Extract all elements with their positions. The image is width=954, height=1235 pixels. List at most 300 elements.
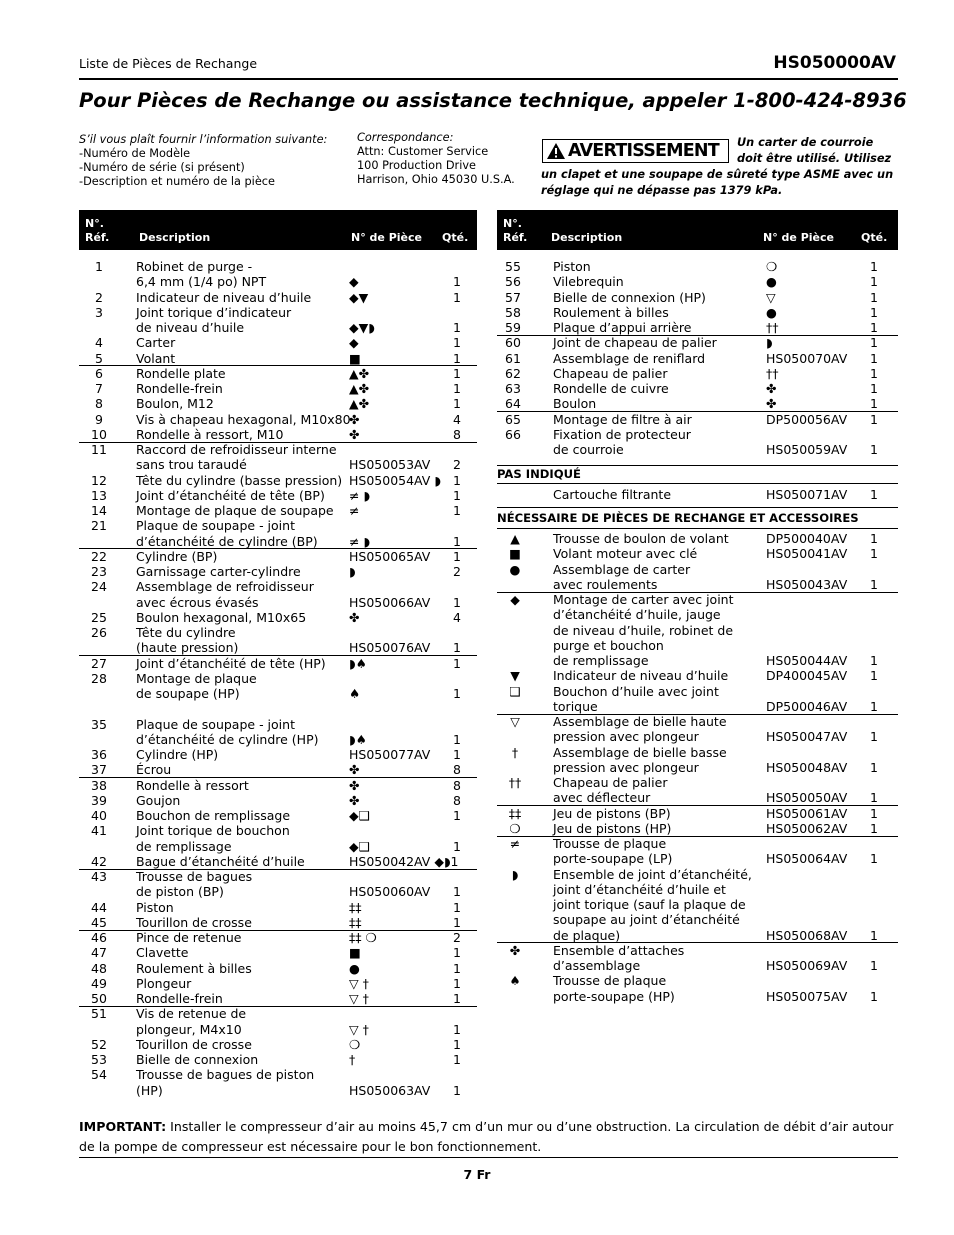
part-number-cell: ≠ ◗ <box>349 533 371 549</box>
table-row <box>497 958 898 973</box>
ref-cell: 23 <box>91 564 107 579</box>
ref-cell: 56 <box>505 274 521 290</box>
part-number-cell: ‡‡ <box>349 899 362 915</box>
table-row <box>79 701 477 716</box>
ref-cell: 26 <box>91 625 107 640</box>
part-number-cell: HS050069AV <box>766 958 848 973</box>
important-note <box>79 1117 899 1156</box>
part-number-cell: HS050054AV ◗ <box>349 472 441 488</box>
table-row <box>79 503 477 518</box>
table-row <box>79 961 477 976</box>
quantity-cell: 1 <box>870 653 878 668</box>
ref-cell: 60 <box>505 335 521 351</box>
description-cell: Tête du cylindre (basse pression) <box>136 472 343 488</box>
warning-label: AVERTISSEMENT <box>568 141 719 161</box>
ref-cell: 25 <box>91 609 107 625</box>
description-cell: Cartouche filtrante <box>553 487 672 502</box>
part-number-cell: DP400045AV <box>766 668 848 684</box>
table-row <box>497 882 898 897</box>
description-cell: Fixation de protecteur <box>553 426 691 442</box>
description-cell: Tourillon de crosse <box>136 914 252 930</box>
table-row <box>79 320 477 335</box>
table-header-left <box>79 210 477 250</box>
ref-cell: ▲ <box>510 531 520 546</box>
ref-cell: 21 <box>91 518 107 534</box>
description-cell: Assemblage de bielle basse <box>553 744 727 760</box>
description-cell: Plaque d’appui arrière <box>553 320 692 335</box>
info-request <box>79 133 327 189</box>
table-row <box>79 335 477 350</box>
ref-cell: 46 <box>91 930 107 945</box>
table-row <box>497 274 898 289</box>
table-row <box>79 274 477 289</box>
description-cell: Trousse de plaque <box>553 973 667 989</box>
description-cell: Garnissage carter-cylindre <box>136 564 301 579</box>
ref-cell: 8 <box>95 396 103 412</box>
table-row <box>497 912 898 927</box>
ref-cell: 4 <box>95 335 103 351</box>
section-divider <box>497 483 898 484</box>
part-number-cell: ✤ <box>349 609 360 625</box>
part-number-cell: HS050064AV <box>766 851 848 867</box>
description-cell: Cylindre (HP) <box>136 747 219 762</box>
quantity-cell: 1 <box>453 350 461 366</box>
part-number-cell: ✤ <box>349 762 360 778</box>
description-cell: Robinet de purge - <box>136 259 253 274</box>
quantity-cell: 8 <box>453 426 461 442</box>
address-line: 100 Production Drive <box>357 159 476 172</box>
description-cell: joint d’étanchéité d’huile et <box>553 881 726 897</box>
table-row <box>79 488 477 503</box>
quantity-cell: 1 <box>453 503 461 518</box>
table-row <box>497 305 898 320</box>
table-row <box>79 595 477 610</box>
description-cell: Boulon hexagonal, M10x65 <box>136 609 307 625</box>
quantity-cell: 1 <box>453 1052 461 1067</box>
ref-cell: ◗ <box>511 866 519 882</box>
table-row <box>79 518 477 533</box>
quantity-cell: 1 <box>453 899 461 915</box>
table-row <box>497 699 898 714</box>
table-row <box>79 579 477 594</box>
warning-text: Un carter de courroie doit être utilisé. Utilisez <box>737 136 892 165</box>
quantity-cell: 1 <box>453 731 461 747</box>
table-row <box>79 396 477 411</box>
model-number: HS050000AV <box>773 53 896 73</box>
ref-cell: 66 <box>505 426 521 442</box>
quantity-cell: 1 <box>453 381 461 396</box>
part-number-cell: ✤ <box>349 411 360 427</box>
info-intro: S’il vous plaît fournir l’information suivante: <box>79 133 328 146</box>
quantity-cell: 1 <box>870 350 878 366</box>
page-title: Pour Pièces de Rechange ou assistance technique, appeler 1-800-424-8936 <box>79 89 907 112</box>
quantity-cell: 1 <box>453 1021 461 1037</box>
quantity-cell: 2 <box>453 930 461 945</box>
quantity-cell: 1 <box>453 594 461 610</box>
table-row <box>497 442 898 457</box>
table-row <box>79 564 477 579</box>
ref-cell: ≠ <box>509 836 521 851</box>
ref-cell: 12 <box>91 472 107 488</box>
description-cell: 6,4 mm (1/4 po) NPT <box>136 274 267 290</box>
part-number-cell: HS050061AV <box>766 805 848 821</box>
description-cell: Vis de retenue de <box>136 1006 247 1022</box>
ref-cell: 51 <box>91 1006 107 1022</box>
quantity-cell: 1 <box>870 396 878 412</box>
table-row <box>79 534 477 549</box>
quantity-cell: 1 <box>870 274 878 290</box>
part-number-cell: ▲✤ <box>349 381 370 396</box>
quantity-cell: 1 <box>453 396 461 412</box>
description-cell: Joint d’étanchéité de tête (BP) <box>136 487 325 503</box>
ref-cell: 62 <box>505 365 521 381</box>
section-divider <box>497 528 898 529</box>
description-cell: Vis à chapeau hexagonal, M10x80 <box>136 411 351 427</box>
ref-cell: 41 <box>91 823 107 839</box>
ref-cell: 58 <box>505 304 521 320</box>
quantity-cell: 1 <box>870 289 878 305</box>
ref-cell: 27 <box>91 655 107 671</box>
table-row <box>79 915 477 930</box>
description-cell: soupape au joint d’étanchéité <box>553 912 740 928</box>
table-row <box>497 729 898 744</box>
ref-cell: 61 <box>505 350 521 366</box>
quantity-cell: 1 <box>453 548 461 564</box>
table-row <box>497 668 898 683</box>
quantity-cell: 1 <box>453 365 461 381</box>
description-cell: Bielle de connexion (HP) <box>553 289 706 305</box>
table-row <box>497 320 898 335</box>
table-row <box>79 717 477 732</box>
ref-cell: 2 <box>95 289 103 305</box>
description-cell: Rondelle plate <box>136 365 226 381</box>
table-row <box>79 930 477 945</box>
description-cell: Joint torique de bouchon <box>136 823 290 839</box>
col-part-number: N° de Pièce <box>763 231 834 244</box>
part-number-cell: ◗♠ <box>349 731 367 747</box>
table-row <box>79 884 477 899</box>
part-number-cell: ▽ <box>766 289 776 305</box>
table-row <box>79 900 477 915</box>
description-cell: Volant <box>136 350 176 366</box>
description-cell: de plaque) <box>553 927 621 943</box>
description-cell: Piston <box>136 899 174 915</box>
part-number-cell: ◆ <box>349 274 359 290</box>
description-cell: Rondelle-frein <box>136 991 223 1006</box>
table-row <box>79 869 477 884</box>
part-number-cell: HS050053AV <box>349 457 431 473</box>
part-number-cell: HS050048AV <box>766 759 848 775</box>
quantity-cell: 1 <box>870 304 878 320</box>
col-quantity: Qté. <box>861 231 888 244</box>
ref-cell: 49 <box>91 975 107 991</box>
description-cell: Montage de carter avec joint <box>553 592 734 607</box>
col-ref: N°. <box>503 217 522 230</box>
table-row <box>79 640 477 655</box>
part-number-cell: HS050070AV <box>766 350 848 366</box>
part-number-cell: ▲✤ <box>349 365 370 381</box>
ref-cell: 40 <box>91 808 107 823</box>
description-cell: Tête du cylindre <box>136 625 236 640</box>
description-cell: pression avec plongeur <box>553 759 699 775</box>
part-number-cell: ◗ <box>349 564 356 579</box>
quantity-cell: 1 <box>453 533 461 549</box>
quantity-cell: 1 <box>453 914 461 930</box>
warning-text: un clapet et une soupape de sûreté type ASME avec un réglage qui ne dépasse pas 1379 kPa. <box>541 168 894 197</box>
table-row <box>497 973 898 988</box>
table-row <box>79 747 477 762</box>
description-cell: d’étanchéité de cylindre (HP) <box>136 731 319 747</box>
address-line: Attn: Customer Service <box>357 145 489 158</box>
table-row <box>497 562 898 577</box>
table-row <box>79 671 477 686</box>
ref-cell: †† <box>508 775 522 790</box>
description-cell: Ensemble de joint d’étanchéité, <box>553 866 752 882</box>
quantity-cell: 1 <box>453 1082 461 1098</box>
ref-cell: 65 <box>505 411 521 427</box>
ref-cell: 55 <box>505 259 521 274</box>
quantity-cell: 1 <box>453 655 461 671</box>
quantity-cell: 1 <box>453 975 461 991</box>
table-row <box>79 1052 477 1067</box>
header-divider <box>79 78 898 80</box>
table-row <box>79 1006 477 1021</box>
quantity-cell: 1 <box>870 531 878 546</box>
table-row <box>497 851 898 866</box>
description-cell: Goujon <box>136 792 181 808</box>
table-row <box>79 473 477 488</box>
col-ref: Réf. <box>85 231 110 244</box>
quantity-cell: 1 <box>870 546 878 562</box>
description-cell: Roulement à billes <box>136 960 252 976</box>
table-row <box>497 381 898 396</box>
table-row <box>79 823 477 838</box>
description-cell: Joint torique d’indicateur <box>136 304 292 320</box>
quantity-cell: 1 <box>453 747 461 762</box>
table-row <box>497 546 898 561</box>
part-number-cell: HS050076AV <box>349 640 431 656</box>
quantity-cell: 1 <box>453 960 461 976</box>
quantity-cell: 1 <box>453 487 461 503</box>
table-row <box>79 656 477 671</box>
table-row <box>497 427 898 442</box>
description-cell: torique <box>553 698 598 714</box>
ref-cell: 9 <box>95 411 103 427</box>
table-row <box>79 610 477 625</box>
description-cell: de piston (BP) <box>136 884 224 900</box>
part-number-cell: ● <box>349 960 360 976</box>
part-number-cell: ■ <box>349 350 361 366</box>
section-title: Liste de Pièces de Rechange <box>79 56 258 71</box>
description-cell: Rondelle à ressort, M10 <box>136 426 284 442</box>
ref-cell: 10 <box>91 426 107 442</box>
ref-cell: 50 <box>91 991 107 1006</box>
ref-cell: 59 <box>505 320 521 335</box>
quantity-cell: 1 <box>453 991 461 1006</box>
ref-cell: ▽ <box>510 714 520 729</box>
description-cell: Tourillon de crosse <box>136 1036 252 1052</box>
quantity-cell: 1 <box>870 320 878 335</box>
col-ref: Réf. <box>503 231 528 244</box>
table-row <box>79 793 477 808</box>
warning-triangle-icon <box>546 142 566 160</box>
description-cell: de courroie <box>553 442 624 457</box>
quantity-cell: 1 <box>870 576 878 592</box>
table-row <box>497 684 898 699</box>
section-divider <box>497 465 898 466</box>
table-row <box>497 607 898 622</box>
quantity-cell: 1 <box>453 289 461 305</box>
description-cell: Assemblage de refroidisseur <box>136 579 314 595</box>
table-row <box>497 366 898 381</box>
table-row <box>79 457 477 472</box>
part-number-cell: ▽ † <box>349 991 369 1006</box>
description-cell: Trousse de bagues <box>136 869 253 884</box>
description-cell: Joint de chapeau de palier <box>553 335 717 351</box>
part-number-cell: ✤ <box>349 792 360 808</box>
ref-cell: 47 <box>91 945 107 961</box>
quantity-cell: 1 <box>870 927 878 943</box>
ref-cell: 44 <box>91 899 107 915</box>
description-cell: de soupape (HP) <box>136 686 240 701</box>
info-item: -Numéro de série (si présent) <box>79 161 245 174</box>
part-number-cell: HS050050AV <box>766 790 848 806</box>
table-row <box>497 259 898 274</box>
part-number-cell: ✤ <box>349 426 360 442</box>
table-row <box>79 549 477 564</box>
ref-cell: 52 <box>91 1036 107 1052</box>
part-number-cell: ✤ <box>766 381 777 396</box>
table-row <box>497 821 898 836</box>
description-cell: Bouchon de remplissage <box>136 808 291 823</box>
table-row <box>79 732 477 747</box>
description-cell: Rondelle à ressort <box>136 777 249 793</box>
ref-cell: 45 <box>91 914 107 930</box>
part-number-cell: ❍ <box>766 259 778 274</box>
part-number-cell: ◗ <box>766 335 773 351</box>
part-number-cell: HS050065AV <box>349 548 431 564</box>
part-number-cell: HS050075AV <box>766 988 848 1004</box>
description-cell: Trousse de boulon de volant <box>553 531 729 546</box>
description-cell: Raccord de refroidisseur interne <box>136 442 337 457</box>
quantity-cell: 1 <box>870 487 878 502</box>
description-cell: Écrou <box>136 762 172 778</box>
part-number-cell: HS050042AV ◆◗1 <box>349 853 459 869</box>
part-number-cell: ✤ <box>766 396 777 412</box>
part-number-cell: † <box>349 1052 356 1067</box>
ref-cell: 7 <box>95 381 103 396</box>
description-cell: avec écrous évasés <box>136 594 259 610</box>
table-row <box>79 976 477 991</box>
table-row <box>79 625 477 640</box>
ref-cell: 64 <box>505 396 521 412</box>
table-row <box>497 806 898 821</box>
description-cell: de remplissage <box>136 838 232 854</box>
quantity-cell: 1 <box>870 668 878 684</box>
ref-cell: 35 <box>91 716 107 732</box>
part-number-cell: †† <box>766 365 779 381</box>
quantity-cell: 1 <box>870 851 878 867</box>
ref-cell: 6 <box>95 365 103 381</box>
quantity-cell: 1 <box>453 1036 461 1052</box>
table-row <box>79 778 477 793</box>
quantity-cell: 1 <box>870 698 878 714</box>
part-number-cell: ◆ <box>349 335 359 351</box>
quantity-cell: 1 <box>870 805 878 821</box>
part-number-cell: ≠ <box>349 503 360 518</box>
description-cell: Assemblage de reniflard <box>553 350 706 366</box>
table-header-right <box>497 210 898 250</box>
col-part-number: N° de Pièce <box>351 231 422 244</box>
description-cell: porte-soupape (HP) <box>553 988 675 1004</box>
ref-cell: 24 <box>91 579 107 595</box>
quantity-cell: 1 <box>870 259 878 274</box>
quantity-cell: 1 <box>453 274 461 290</box>
table-row <box>79 1022 477 1037</box>
table-row <box>79 945 477 960</box>
description-cell: de remplissage <box>553 653 649 668</box>
quantity-cell: 1 <box>870 729 878 745</box>
quantity-cell: 1 <box>453 838 461 854</box>
table-row <box>497 592 898 607</box>
quantity-cell: 2 <box>453 564 461 579</box>
quantity-cell: 8 <box>453 792 461 808</box>
part-number-cell: ‡‡ <box>349 914 362 930</box>
footer-divider <box>79 1157 898 1158</box>
correspondence-address <box>357 131 515 187</box>
quantity-cell: 1 <box>453 945 461 961</box>
part-number-cell: HS050063AV <box>349 1082 431 1098</box>
table-row <box>79 762 477 777</box>
quantity-cell: 4 <box>453 411 461 427</box>
table-row <box>497 760 898 775</box>
table-row <box>79 290 477 305</box>
section-divider <box>497 507 898 508</box>
ref-cell: ■ <box>509 546 521 562</box>
part-number-cell: HS050043AV <box>766 576 848 592</box>
ref-cell: † <box>511 744 519 760</box>
description-cell: Jeu de pistons (BP) <box>553 805 671 821</box>
description-cell: Rondelle-frein <box>136 381 223 396</box>
quantity-cell: 4 <box>453 609 461 625</box>
table-row <box>497 653 898 668</box>
description-cell: Roulement à billes <box>553 304 669 320</box>
ref-cell: ▼ <box>510 668 520 684</box>
quantity-cell: 1 <box>453 808 461 823</box>
ref-cell: ♠ <box>509 973 521 989</box>
table-row <box>497 412 898 427</box>
kits-heading: NÉCESSAIRE DE PIÈCES DE RECHANGE ET ACCESSOIRES <box>497 511 859 525</box>
quantity-cell: 1 <box>870 820 878 836</box>
table-row <box>497 396 898 411</box>
ref-cell: 37 <box>91 762 107 778</box>
table-row <box>497 989 898 1004</box>
description-cell: joint torique (sauf la plaque de <box>553 897 746 912</box>
table-row <box>497 623 898 638</box>
part-number-cell: HS050041AV <box>766 546 848 562</box>
page-number: 7 Fr <box>463 1167 491 1182</box>
description-cell: Assemblage de bielle haute <box>553 714 727 729</box>
description-cell: Jeu de pistons (HP) <box>553 820 672 836</box>
ref-cell: 53 <box>91 1052 107 1067</box>
quantity-cell: 1 <box>870 958 878 973</box>
description-cell: Pince de retenue <box>136 930 242 945</box>
ref-cell: 54 <box>91 1067 107 1083</box>
table-row <box>79 259 477 274</box>
table-row <box>79 839 477 854</box>
quantity-cell: 1 <box>453 335 461 351</box>
warning-badge <box>542 139 729 163</box>
